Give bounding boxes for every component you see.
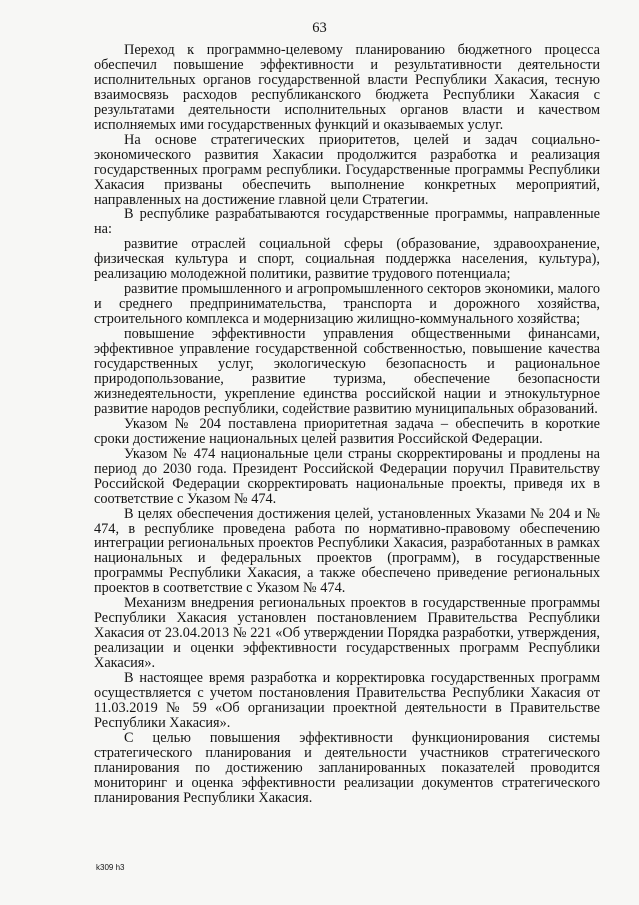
- paragraph: В целях обеспечения достижения целей, установленных Указами № 204 и № 474, в республике проведена работа по нормативно-правовому обеспечению интеграции региональных проектов Республики Хакасия, разработанных в рамках национальных и федеральных проектов (программ), в государственные программы Республики Хакасия, а также обеспечено приведение региональных проектов в соответствие с Указом № 474.: [94, 505, 600, 597]
- body-text: [94, 43, 600, 806]
- paragraph: В республике разрабатываются государственные программы, направленные на:: [94, 206, 600, 238]
- page-number: 63: [312, 20, 327, 36]
- paragraph: Указом № 204 поставлена приоритетная задача – обеспечить в короткие сроки достижение национальных целей развития Российской Федерации.: [94, 415, 600, 447]
- paragraph: С целью повышения эффективности функционирования системы стратегического планирования и деятельности участников стратегического планирования по достижению запланированных показателей проводится мониторинг и оценка эффективности реализации документов стратегического планирования Республики Хакасия.: [94, 729, 600, 806]
- paragraph: развитие промышленного и агропромышленного секторов экономики, малого и среднего предпринимательства, транспорта и дорожного хозяйства, строительного комплекса и модернизацию жилищно-коммунального хозяйства;: [94, 281, 600, 328]
- paragraph: В настоящее время разработка и корректировка государственных программ осуществляется с учетом постановления Правительства Республики Хакасия от 11.03.2019 № 59 «Об организации проектной деятельности в Правительстве Республики Хакасия».: [94, 670, 600, 731]
- paragraph: Указом № 474 национальные цели страны скорректированы и продлены на период до 2030 года. Президент Российской Федерации поручил Правительству Российской Федерации скорректировать национальные проекты, приведя их в соответствие с Указом № 474.: [94, 445, 600, 507]
- paragraph: Переход к программно-целевому планированию бюджетного процесса обеспечил повышение эффективности и результативности деятельности исполнительных органов государственной власти Республики Хакасия, тесную взаимосвязь расходов республиканского бюджета Республики Хакасия с результатами деятельности исполнительных органов власти и качеством исполняемых ими государственных функций и оказываемых услуг.: [94, 42, 600, 133]
- paragraph: развитие отраслей социальной сферы (образование, здравоохранение, физическая культура и спорт, социальная поддержка населения, культура), реализацию молодежной политики, развитие трудового потенциала;: [94, 236, 600, 283]
- footer-code: k309 h3: [96, 863, 125, 872]
- paragraph: Механизм внедрения региональных проектов в государственные программы Республики Хакасия установлен постановлением Правительства Республики Хакасия от 23.04.2013 № 221 «Об утверждении Порядка разработки, утверждения, реализации и оценки эффективности государственных программ Республики Хакасия».: [94, 595, 600, 672]
- paragraph: повышение эффективности управления общественными финансами, эффективное управление государственной собственностью, повышение качества государственных услуг, экологическую безопасность и рациональное природопользование, развитие туризма, обеспечение безопасности жизнедеятельности, укрепление единства российской нации и этнокультурное развитие народов республики, содействие развитию муниципальных образований.: [94, 326, 600, 417]
- paragraph: На основе стратегических приоритетов, целей и задач социально-экономического развития Хакасии продолжится разработка и реализация государственных программ республики. Государственные программы Республики Хакасия призваны обеспечить выполнение конкретных мероприятий, направленных на достижение главной цели Стратегии.: [94, 131, 600, 208]
